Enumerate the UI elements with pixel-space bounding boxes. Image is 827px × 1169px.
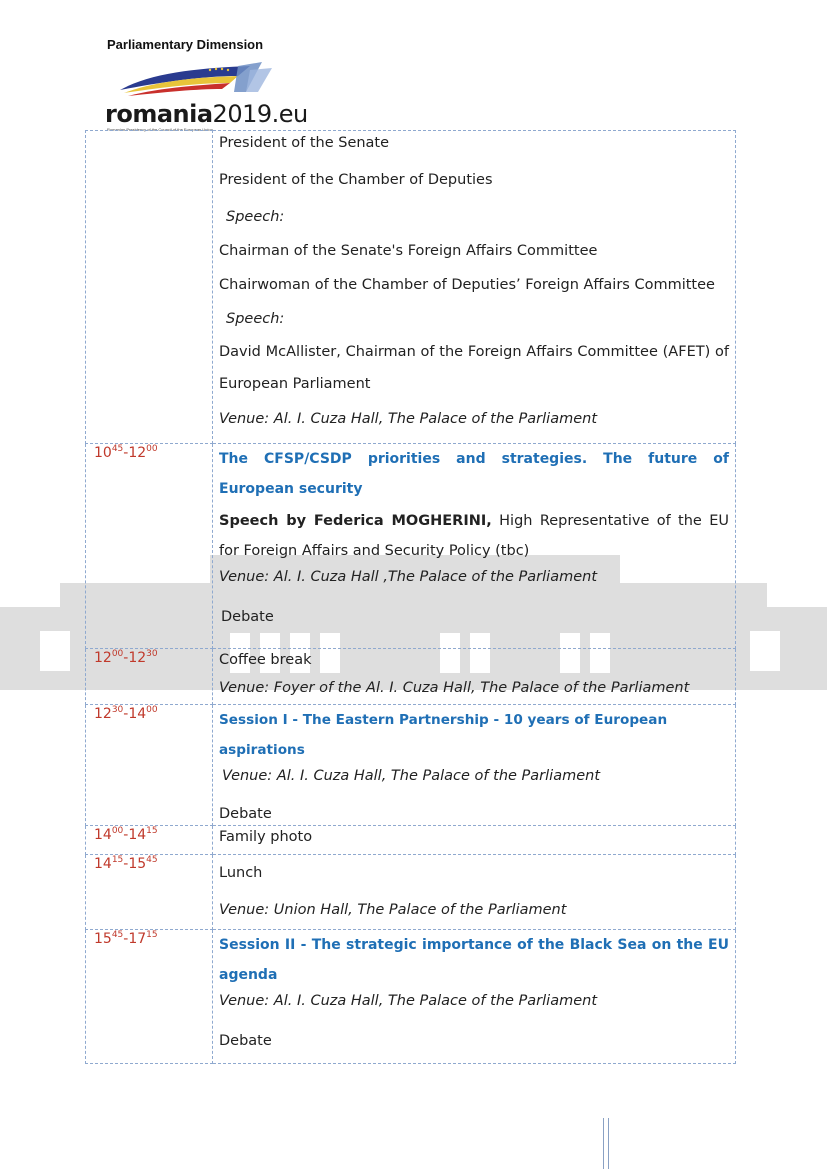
session-title: Session II - The strategic importance of the Black Sea on the EU agenda	[219, 937, 729, 983]
debate-text: Debate	[219, 1033, 272, 1049]
brand-bold: romania	[105, 100, 213, 128]
time-cell: $15^{45}-17^{15}$	[86, 930, 213, 1064]
brand-subtitle: Romanian Presidency of the Council of the European Union	[107, 127, 213, 132]
agenda-table	[85, 130, 736, 1064]
table-row	[86, 131, 736, 444]
agenda-item: Family photo	[219, 829, 313, 845]
content-cell	[213, 930, 736, 1064]
time-cell: $14^{00}-14^{15}$	[86, 826, 213, 855]
table-row	[86, 826, 736, 855]
time-cell: $12^{30}-14^{00}$	[86, 705, 213, 826]
list-item: President of the Senate	[219, 135, 390, 151]
header-title: Parliamentary Dimension	[107, 37, 264, 52]
debate-text: Debate	[221, 609, 274, 625]
venue-text: Venue: Foyer of the Al. I. Cuza Hall, The Palace of the Parliament	[219, 680, 690, 696]
list-item: Speech:	[226, 209, 285, 225]
list-item: Chairman of the Senate's Foreign Affairs Committee	[219, 243, 598, 259]
list-item: Chairwoman of the Chamber of Deputies’ Foreign Affairs Committee	[219, 277, 715, 293]
session-title: The CFSP/CSDP priorities and strategies. The future of European security	[219, 451, 729, 497]
venue-text: Venue: Al. I. Cuza Hall, The Palace of the Parliament	[219, 993, 597, 1009]
table-row	[86, 930, 736, 1064]
list-item: David McAllister, Chairman of the Foreign Affairs Committee (AFET) of European Parliament	[219, 344, 729, 392]
debate-text: Debate	[219, 806, 272, 822]
table-row	[86, 855, 736, 930]
table-row	[86, 649, 736, 705]
venue-text: Venue: Al. I. Cuza Hall, The Palace of the Parliament	[222, 768, 600, 784]
time-cell: $14^{15}-15^{45}$	[86, 855, 213, 930]
content-cell	[213, 705, 736, 826]
brand-wordmark	[105, 100, 308, 128]
agenda-item: Lunch	[219, 865, 263, 881]
list-item: President of the Chamber of Deputies	[219, 172, 493, 188]
content-cell	[213, 131, 736, 444]
content-cell	[213, 649, 736, 705]
content-cell	[213, 444, 736, 649]
agenda-item: Coffee break	[219, 652, 312, 668]
time-cell	[86, 131, 213, 444]
brand-rest: 2019.eu	[212, 100, 308, 128]
speech-text: Speech by Federica MOGHERINI, High Representative of the EU for Foreign Affairs and Security Policy (tbc)	[219, 513, 729, 559]
list-item: Speech:	[226, 311, 285, 327]
time-cell: $12^{00}-12^{30}$	[86, 649, 213, 705]
page-marker-line	[603, 1118, 609, 1169]
content-cell	[213, 855, 736, 930]
venue-text: Venue: Union Hall, The Palace of the Parliament	[219, 902, 567, 918]
table-row	[86, 705, 736, 826]
venue-text: Venue: Al. I. Cuza Hall ,The Palace of the Parliament	[219, 569, 597, 585]
table-row	[86, 444, 736, 649]
presidency-logo	[112, 60, 272, 98]
time-cell: $10^{45}-12^{00}$	[86, 444, 213, 649]
venue-text: Venue: Al. I. Cuza Hall, The Palace of the Parliament	[219, 411, 597, 427]
content-cell	[213, 826, 736, 855]
session-title: Session I - The Eastern Partnership - 10 years of European aspirations	[219, 712, 668, 758]
